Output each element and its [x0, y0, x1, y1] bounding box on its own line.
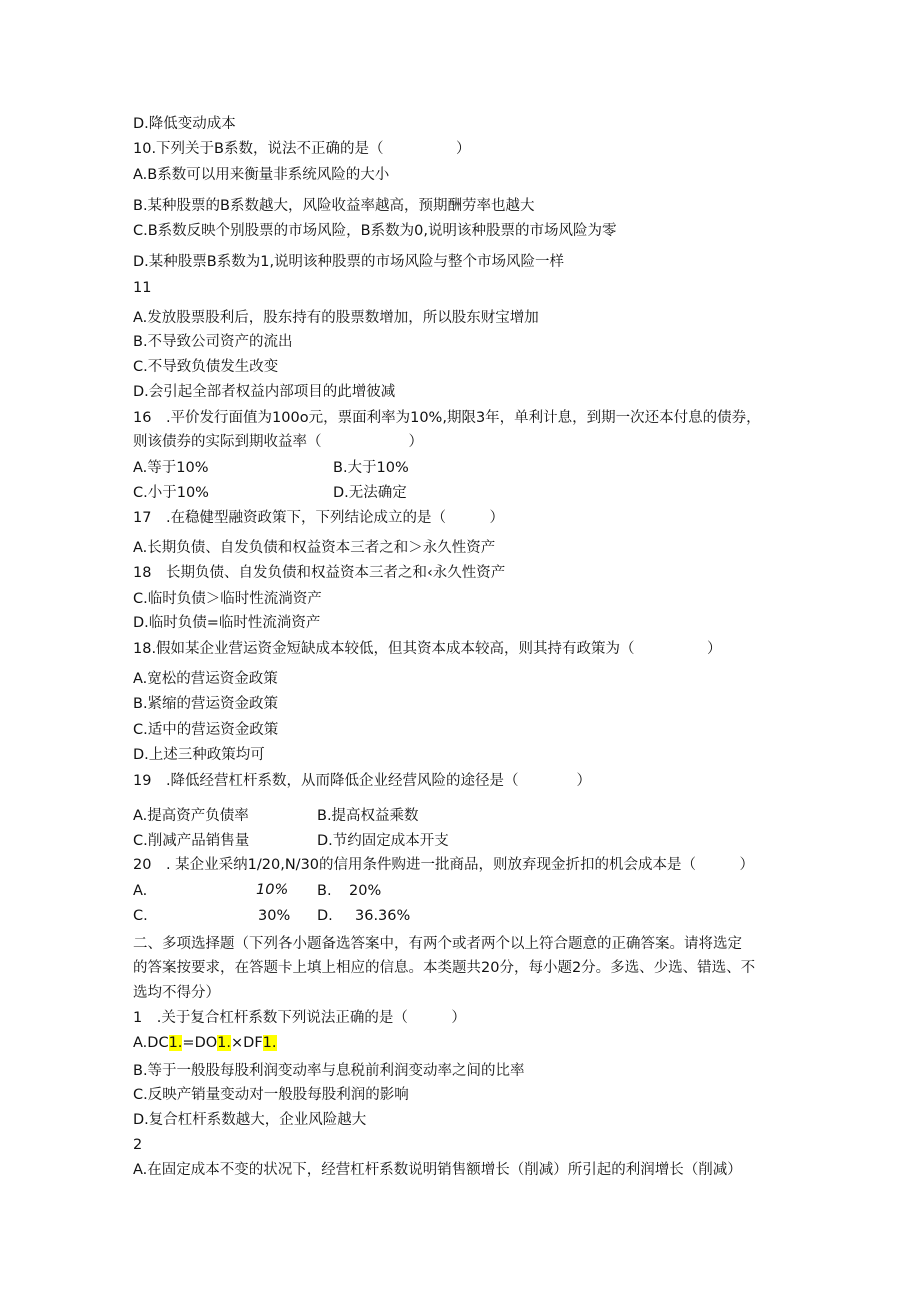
- question-16: 16 .平价发行面值为100o元，票面利率为10%,期限3年，单利计息，到期一次还本付息的债券，: [133, 410, 761, 426]
- section-2-instructions-end: 选均不得分）: [133, 985, 220, 1001]
- option-c-q11: C.不导致负债发生改变: [133, 359, 279, 375]
- option-d-q11: D.会引起全部者权益内部项目的此增彼减: [133, 384, 396, 400]
- option-c-q16: C.小于10%: [133, 485, 209, 501]
- option-a-q16: A.等于10%: [133, 460, 209, 476]
- option-d-q18: D.上述三种政策均可: [133, 747, 265, 763]
- option-b-q19: B.提高权益乘数: [317, 808, 419, 824]
- option-a-q19: A.提高资产负债率: [133, 808, 249, 824]
- option-a-q20-label: A.: [133, 883, 148, 899]
- option-a-q20-value: 10%: [256, 882, 289, 898]
- option-d-q16: D.无法确定: [333, 485, 407, 501]
- option-a-q18: A.宽松的营运资金政策: [133, 671, 278, 687]
- option-d-q19: D.节约固定成本开支: [317, 833, 449, 849]
- option-c-multi-q1: C.反映产销量变动对一般股每股利润的影响: [133, 1087, 409, 1103]
- option-c-q18: C.适中的营运资金政策: [133, 722, 279, 738]
- multi-question-2: 2: [133, 1137, 143, 1153]
- option-b-q20-value: 20%: [349, 883, 382, 899]
- option-c-q10: C.B系数反映个别股票的市场风险，B系数为0,说明该种股票的市场风险为零: [133, 223, 617, 239]
- question-19: 19 .降低经营杠杆系数，从而降低企业经营风险的途径是（ ）: [133, 773, 592, 789]
- option-a-q17: A.长期负债、自发负债和权益资本三者之和＞永久性资产: [133, 540, 496, 556]
- option-d-q17: D.临时负债=临时性流淌资产: [133, 615, 321, 631]
- option-a-multi-q1: [133, 1033, 277, 1053]
- question-16-cont: 则该债券的实际到期收益率（ ）: [133, 434, 423, 450]
- section-2-heading: 二、多项选择题（下列各小题备选答案中，有两个或者两个以上符合题意的正确答案。请将选定: [133, 936, 742, 952]
- option-c-q19: C.削减产品销售量: [133, 833, 250, 849]
- option-d-q9: D.降低变动成本: [133, 116, 236, 132]
- option-c-q17: C.临时负债＞临时性流淌资产: [133, 591, 322, 607]
- option-a-multi-q2: A.在固定成本不变的状况下，经营杠杆系数说明销售额增长（削减）所引起的利润增长（削减）: [133, 1162, 742, 1178]
- option-b-q17: 18 长期负债、自发负债和权益资本三者之和‹永久性资产: [133, 565, 506, 581]
- option-b-q11: B.不导致公司资产的流出: [133, 334, 293, 350]
- question-17: 17 .在稳健型融资政策下，下列结论成立的是（ ）: [133, 510, 505, 526]
- highlight-2: 1.: [217, 1035, 231, 1051]
- option-d-q20-label: D.: [317, 908, 333, 924]
- option-b-multi-q1: B.等于一般股每股利润变动率与息税前利润变动率之间的比率: [133, 1063, 525, 1079]
- question-20: 20 . 某企业采纳1/20,N/30的信用条件购进一批商品，则放弃现金折扣的机会成本是（ ）: [133, 857, 755, 873]
- formula-dfl: ×DF: [231, 1035, 263, 1051]
- section-2-instructions: 的答案按要求，在答题卡上填上相应的信息。本类题共20分，每小题2分。多选、少选、错选、不: [133, 960, 756, 976]
- option-b-q20-label: B.: [317, 883, 332, 899]
- question-10: 10.下列关于B系数，说法不正确的是（ ）: [133, 141, 471, 157]
- highlight-3: 1.: [262, 1035, 277, 1051]
- option-a-q11: A.发放股票股利后，股东持有的股票数增加，所以股东财宝增加: [133, 310, 539, 326]
- option-c-q20-label: C.: [133, 908, 148, 924]
- question-18: 18.假如某企业营运资金短缺成本较低，但其资本成本较高，则其持有政策为（ ）: [133, 641, 722, 657]
- option-d-multi-q1: D.复合杠杆系数越大，企业风险越大: [133, 1112, 367, 1128]
- option-c-q20-value: 30%: [258, 908, 291, 924]
- option-b-q18: B.紧缩的营运资金政策: [133, 696, 279, 712]
- option-d-q20-value: 36.36%: [355, 908, 411, 924]
- option-b-q16: B.大于10%: [333, 460, 409, 476]
- option-d-q10: D.某种股票B系数为1,说明该种股票的市场风险与整个市场风险一样: [133, 254, 565, 270]
- multi-question-1: 1 .关于复合杠杆系数下列说法正确的是（ ）: [133, 1010, 466, 1026]
- highlight-1: 1.: [168, 1035, 183, 1051]
- option-b-q10: B.某种股票的B系数越大，风险收益率越高，预期酬劳率也越大: [133, 198, 535, 214]
- formula-dcl: A.DC: [133, 1035, 169, 1051]
- question-11: 11: [133, 280, 152, 296]
- option-a-q10: A.B系数可以用来衡量非系统风险的大小: [133, 167, 390, 183]
- formula-dol: =DO: [182, 1035, 218, 1051]
